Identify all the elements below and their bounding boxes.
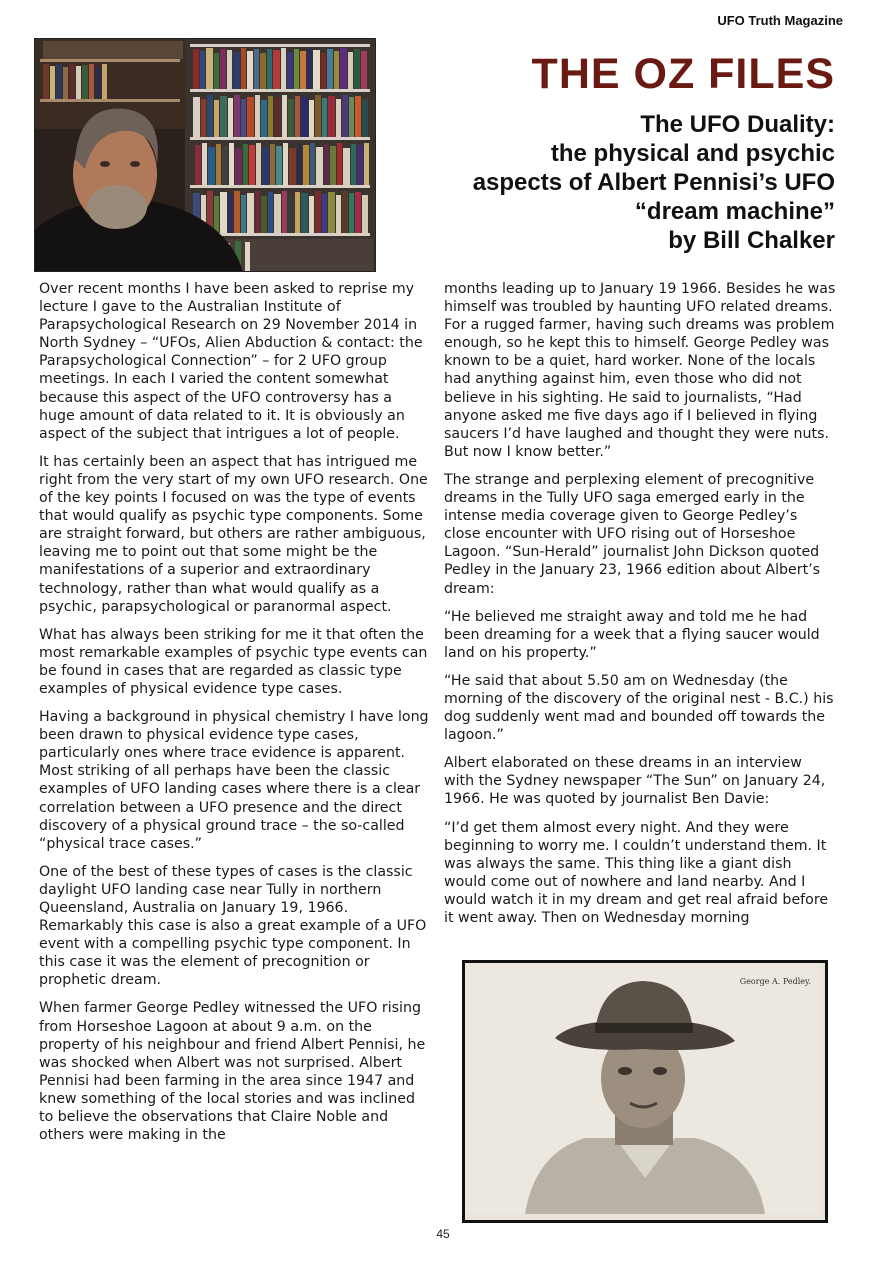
pedley-photo: [462, 960, 828, 1223]
right-column: [444, 280, 836, 937]
article-byline: by Bill Chalker: [668, 227, 835, 254]
magazine-name: UFO Truth Magazine: [717, 13, 843, 28]
paragraph: What has always been striking for me it that often the most remarkable examples of psychic type events can be found in cases that are regarded as classic type examples of physical evidence type cases.: [39, 626, 428, 697]
paragraph: One of the best of these types of cases is the classic daylight UFO landing case near Tully in northern Queensland, Australia on January 19, 1966. Remarkably this case is also a great example of a UFO event with a compelling psychic type component. In this case it was the element of precognition or prophetic dream.: [39, 863, 427, 989]
paragraph: The strange and perplexing element of precognitive dreams in the Tully UFO saga emerged early in the intense media coverage given to George Pedley’s close encounter with UFO rising out of Horseshoe Lagoon. “Sun-Herald” journalist John Dickson quoted Pedley in the January 23, 1966 edition about Albert’s dream:: [444, 471, 821, 597]
paragraph: It has certainly been an aspect that has intrigued me right from the very start of my own UFO research. One of the key points I focused on was the type of events that would qualify as psychic type components. Some are straight forward, but others are rather ambiguous, leaving me to point out that some might be the manifestations of a superior and extraordinary technology, rather than what would qualify as a psychic, parapsychological or paranormal aspect.: [39, 453, 428, 615]
article-title-line: “dream machine”: [634, 198, 835, 225]
page-number: 45: [436, 1227, 450, 1241]
paragraph: When farmer George Pedley witnessed the UFO rising from Horseshoe Lagoon at about 9 a.m. on the property of his neighbour and friend Albert Pennisi, he was shocked when Albert was not surprised. Albert Pennisi had been farming in the area since 1947 and knew something of the local stories and was inclined to believe the observations that Claire Noble and others were making in the: [39, 1000, 426, 1144]
quote-paragraph: “I’d get them almost every night. And they were beginning to worry me. I couldn’t understand them. It was always the same. This thing like a giant dish would come out of nowhere and land nearby. And I would watch it in my dream and get real afraid before it went away. Then on Wednesday morning: [444, 819, 829, 926]
paragraph: Albert elaborated on these dreams in an interview with the Sydney newspaper “The Sun” on January 24, 1966. He was quoted by journalist Ben Davie:: [444, 755, 826, 808]
bookshelf-photo-illustration: [35, 39, 375, 271]
left-column: [39, 280, 431, 1154]
paragraph: months leading up to January 19 1966. Besides he was himself was troubled by haunting UFO related dreams. For a rugged farmer, having such dreams was problem enough, so he kept this to himself. George Pedley was known to be a quiet, hard worker. None of the locals had anything against him, even those who did not believe in his sighting. He said to journalists, “Had anyone asked me five days ago if I believed in flying saucers I’d have laughed and thought they were nuts. But now I know better.”: [444, 281, 836, 460]
quote-paragraph: “He believed me straight away and told me he had been dreaming for a week that a flying saucer would land on his property.”: [444, 608, 820, 661]
paragraph: Over recent months I have been asked to reprise my lecture I gave to the Australian Institute of Parapsychological Research on 29 November 2014 in North Sydney – “UFOs, Alien Abduction & contact: the Parapsychological Connection” – for 2 UFO group meetings. In each I varied the content somewhat because this aspect of the UFO controversy has a huge amount of data related to it. It is obviously an aspect of the subject that intrigues a lot of people.: [39, 281, 423, 442]
photo-caption: George A. Pedley.: [739, 977, 811, 986]
series-title: THE OZ FILES: [531, 50, 835, 98]
author-photo: [34, 38, 376, 272]
quote-paragraph: “He said that about 5.50 am on Wednesday (the morning of the discovery of the original nest - B.C.) his dog suddenly went mad and bounded off towards the lagoon.”: [444, 672, 834, 744]
article-title-line: aspects of Albert Pennisi’s UFO: [472, 169, 835, 196]
paragraph: Having a background in physical chemistry I have long been drawn to physical evidence type cases, particularly ones where trace evidence is apparent. Most striking of all perhaps have been the classic examples of UFO landing cases where there is a clear correlation between a UFO presence and the direct discovery of a physical ground trace – the so-called “physical trace cases.”: [39, 709, 429, 852]
article-title-line: the physical and psychic: [550, 140, 835, 167]
article-title-line: The UFO Duality:: [640, 111, 835, 138]
article-title: [405, 110, 835, 255]
pedley-photo-illustration: [465, 963, 819, 1214]
